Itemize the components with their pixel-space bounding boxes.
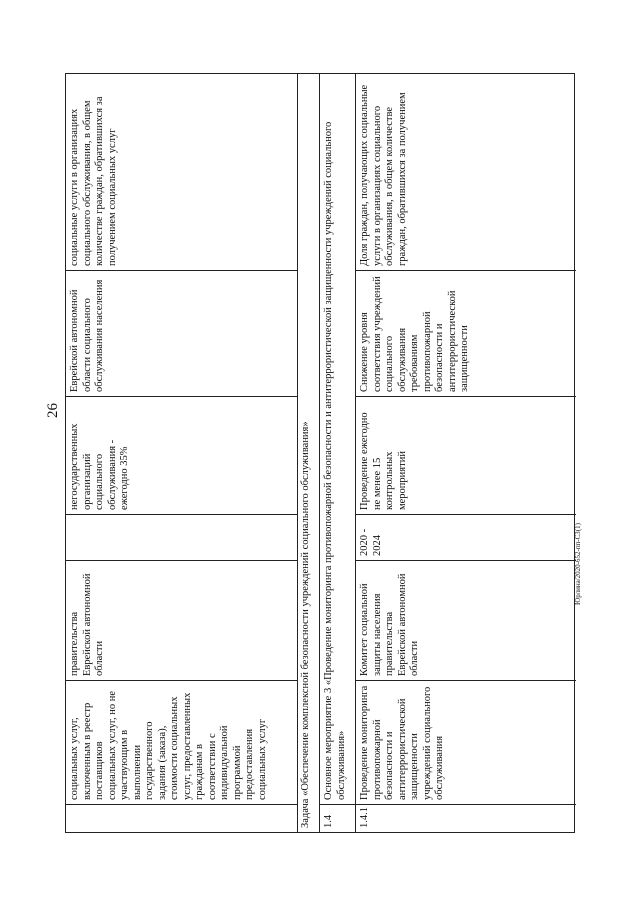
cell-period: 2020 - 2024	[356, 514, 576, 560]
cell-num	[66, 804, 297, 832]
cell-num: 1.4	[320, 804, 355, 832]
cell-consequence: Снижение уровня соответствия учреждений социального обслуживания требованиям противопожарной безопасности и антитеррористической защищенности	[356, 270, 576, 396]
cell-result: негосударственных организаций социального обслуживания - ежегодно 35%	[66, 396, 297, 514]
task-title: Задача «Обеспечение комплексной безопасности учреждений социального обслуживания»	[300, 420, 311, 828]
cell-activity: Проведение мониторинга противопожарной безопасности и антитеррористической защищенности учреждений социального обслуживания	[356, 680, 576, 804]
cell-responsible: Комитет социальной защиты населения правительства Еврейской автономной области	[356, 560, 576, 680]
cell-activity: социальных услуг, включенным в реестр поставщиков социальных услуг, но не участвующим в выполнении государственного задания (заказа), стоимости социальных услуг, предоставленных гражданам в соответствии с индивидуальной программой предоставления социальных услуг	[66, 680, 297, 804]
cell-period	[66, 514, 297, 560]
task-row	[298, 74, 320, 832]
main-activity-row	[320, 74, 356, 832]
cell-num: 1.4.1	[356, 804, 576, 832]
cell-indicator: социальные услуги в организациях социального обслуживания, в общем количестве граждан, обратившихся за получением социальных услуг	[69, 96, 118, 266]
main-activity-text: Основное мероприятие 3 «Проведение мониторинга противопожарной безопасности и антитеррористической защищенности учреждений социального обслуживания»	[323, 121, 347, 800]
cell-result: Проведение ежегодно не менее 15 контрольных мероприятий	[356, 396, 576, 514]
cell-responsible: правительства Еврейской автономной области	[66, 560, 297, 680]
program-table	[65, 73, 575, 833]
cell-consequence: Еврейской автономной области социального обслуживания населения	[66, 270, 297, 396]
table-row	[356, 74, 576, 832]
cell-indicator: Доля граждан, получающих социальные услуги в организациях социального обслуживания, в общем количестве граждан, обратившихся за получением	[359, 84, 408, 266]
footer-code: Юрлина/2020-652-пп-СЗ(1)	[573, 523, 582, 605]
page-number: 26	[45, 403, 61, 418]
rotated-page	[65, 73, 575, 833]
table-row	[66, 74, 298, 832]
